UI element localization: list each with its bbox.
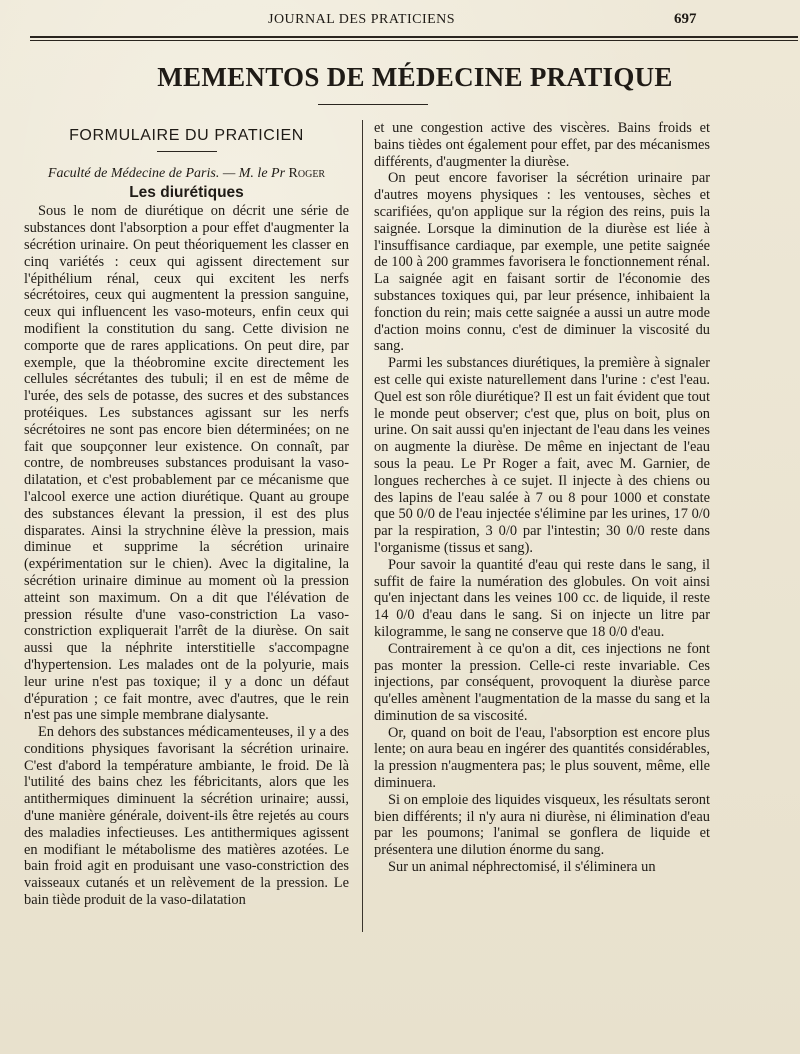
body-paragraph: Contrairement à ce qu'on a dit, ces injections ne font pas monter la pression. Celle-ci reste invariable. Ces injections, par conséquent, provoquent la diurèse parce qu'elles amènent l'augmentation de la masse du sang et la diminution de sa viscosité. [374, 640, 710, 724]
body-paragraph: Si on emploie des liquides visqueux, les résultats seront bien différents; il n'y aura ni diurèse, ni élimination d'eau par les poumons; l'animal se gonflera de liquide et présentera une dilution énorme du sang. [374, 791, 710, 859]
body-paragraph-continued: et une congestion active des viscères. Bains froids et bains tièdes ont également pour effet, par des mécanismes différents, d'augmenter la diurèse. [374, 120, 710, 170]
body-paragraph: Pour savoir la quantité d'eau qui reste dans le sang, il suffit de faire la numération des globules. On voit ainsi qu'en injectant dans les veines 100 cc. de liquide, il reste 14 0/0 d'eau dans le sang. Si on injecte un litre par kilogramme, le sang ne conserve que 18 0/0 d'eau. [374, 556, 710, 640]
byline [24, 166, 349, 183]
body-paragraph: Parmi les substances diurétiques, la première à signaler est celle qui existe naturellement dans l'urine : c'est l'eau. Quel est son rôle diurétique? Il est un fait évident que tout le monde peut observer; c'est que, plus on boit, plus on urine. On sait aussi qu'en injectant de l'eau dans les veines on augmente la diurèse. De même en injectant de l'eau sous la peau. Le Pr Roger a fait, avec M. Garnier, de longues recherches à ce sujet. Il injecte à des chiens ou des lapins de l'eau salée à 7 ou 8 pour 1000 et constate que 50 0/0 de l'eau injectée s'élimine par les urines, 17 0/0 par la respiration, 3 0/0 par l'intestin; 30 0/0 reste dans l'organisme (tissus et sang). [374, 355, 710, 556]
body-paragraph: En dehors des substances médicamenteuses, il y a des conditions physiques favorisant la sécrétion urinaire. C'est d'abord la température ambiante, le froid. De là l'utilité des bains chez les fébricitants, alors que les antithermiques diminuent la sécrétion urinaire; aussi, d'une manière générale, doivent-ils être rejetés au cours des maladies infectieuses. Les antithermiques agissent en modifiant le métabolisme des matières azotées. Le bain froid agit en produisant une vaso-constriction des vaisseaux cutanés et un relèvement de la pression. Le bain tiède produit de la vaso-dilatation [24, 724, 349, 909]
section-rule [157, 151, 217, 152]
right-column [374, 120, 710, 876]
running-head [30, 10, 800, 32]
column-divider [362, 120, 363, 932]
byline-author: Roger [288, 165, 326, 181]
body-paragraph: Or, quand on boit de l'eau, l'absorption est encore plus lente; on aura beau en ingérer des quantités considérables, la pression n'augmentera pas; le plus souvent, même, elle diminuera. [374, 724, 710, 792]
byline-text: Faculté de Médecine de Paris. — M. le Pr [47, 165, 289, 181]
section-title: FORMULAIRE DU PRATICIEN [69, 127, 304, 144]
left-column [24, 120, 349, 909]
title-rule [318, 104, 428, 105]
body-paragraph: Sous le nom de diurétique on décrit une série de substances dont l'absorption a pour effet d'augmenter la sécrétion urinaire. On peut théoriquement les classer en cinq variétés : ceux qui agissent directement sur l'épithélium rénal, ceux qui excitent les nerfs sécrétoires, ceux qui augmentent la pression sanguine, ceux qui influencent les vaso-moteurs, enfin ceux qui modifient la constitution du sang. Cette division ne comporte que de rares applications. On peut dire, par exemple, que la théobromine excite directement les cellules sécrétantes des tubuli; il en est de même de l'urée, des sels de potasse, des sucres et des substances protéiques. Les substances agissant sur les nerfs sécrétoires ne sont pas encore bien déterminées; on ne fait que soupçonner leur existence. On connaît, par contre, de nombreuses substances produisant la vaso-dilatation, et c'est probablement par ce mécanisme que l'alcool exerce une action diurétique. Quant au groupe des substances élevant la pression, il est des plus disparates. Ainsi la strychnine élève la pression, mais diminue et supprime la sécrétion urinaire (expérimentation sur le chien). Avec la digitaline, la sécrétion urinaire diminue au moment où la pression atteint son maximum. On a dit que l'élévation de pression résulte d'une vaso-constriction La vaso-constriction expliquerait l'arrêt de la diurèse. On sait aussi que la néphrite interstitielle s'accompagne d'hypertension. Les malades ont de la polyurie, mais leur urine n'est pas toxique; il y a donc un défaut d'épuration ; ce fait montre, avec d'autres, que le rein n'est pas une simple membrane dialysante. [24, 203, 349, 724]
body-paragraph: Sur un animal néphrectomisé, il s'éliminera un [388, 859, 656, 876]
header-rule [30, 36, 798, 38]
page-title: MEMENTOS DE MÉDECINE PRATIQUE [157, 62, 673, 92]
page-number: 697 [674, 11, 697, 27]
header-rule-thin [30, 40, 798, 41]
running-title: JOURNAL DES PRATICIENS [268, 12, 456, 27]
body-paragraph: On peut encore favoriser la sécrétion urinaire par d'autres moyens physiques : les ventouses, sèches et scarifiées, qu'on applique sur la région des reins, puis la saignée. Lorsque la diminution de la diurèse est liée à l'insuffisance cardiaque, par exemple, une petite saignée de 100 à 200 grammes favorisera le fonctionnement rénal. La saignée agit en faisant sortir de l'économie des substances toxiques qui, par leur présence, inhibaient la fonction du rein; mais cette saignée a aussi un autre mode d'action moins connu, c'est de diminuer la viscosité du sang. [374, 170, 710, 355]
article-subhead: Les diurétiques [129, 183, 244, 201]
